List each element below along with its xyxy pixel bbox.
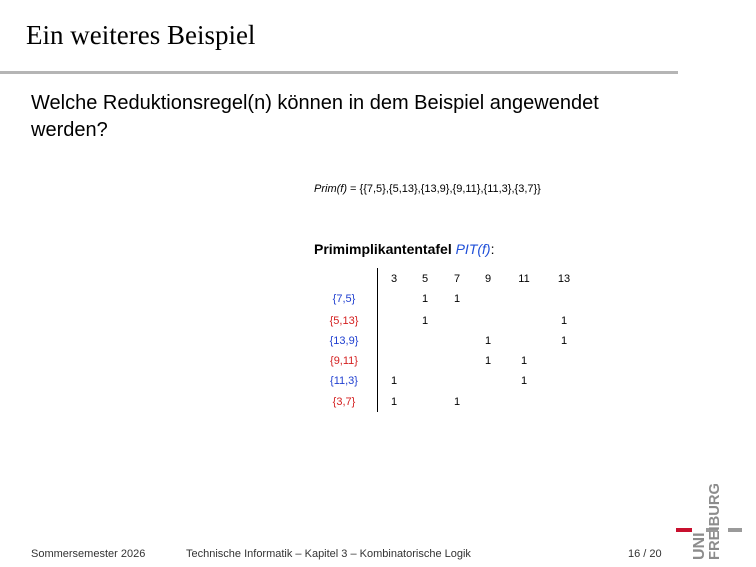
title-rule: [0, 71, 678, 74]
prim-set-line: [314, 183, 541, 195]
column-header: 7: [453, 273, 461, 285]
column-header: 11: [518, 273, 530, 285]
table-cell: 1: [484, 335, 492, 347]
table-cell: 1: [421, 293, 429, 305]
table-cell: 1: [484, 355, 492, 367]
table-cell: 1: [390, 375, 398, 387]
column-header: 9: [484, 273, 492, 285]
row-implicant-label: {5,13}: [329, 315, 359, 327]
table-cell: 1: [453, 293, 461, 305]
column-header: 13: [557, 273, 571, 285]
table-cell: 1: [560, 335, 568, 347]
logo-line-freiburg: FREIBURG: [706, 482, 723, 560]
row-implicant-label: {9,11}: [330, 355, 358, 367]
logo-red-bar: [676, 528, 692, 532]
row-implicant-label: {3,7}: [332, 396, 356, 408]
pit-colon: :: [490, 241, 495, 257]
footer-course: Technische Informatik – Kapitel 3 – Kombinatorische Logik: [186, 548, 471, 560]
column-header: 3: [390, 273, 398, 285]
pit-table: [314, 268, 584, 412]
university-logo: [676, 482, 744, 562]
table-cell: 1: [560, 315, 568, 327]
question-text: Welche Reduktionsregel(n) können in dem Beispiel angewendet werden?: [31, 92, 599, 141]
column-header: 5: [421, 273, 429, 285]
footer-semester: Sommersemester 2026: [31, 548, 146, 560]
row-implicant-label: {11,3}: [330, 375, 358, 387]
prim-lhs: Prim(f): [314, 183, 347, 195]
footer-page: 16 / 20: [628, 548, 662, 560]
table-cell: 1: [390, 396, 398, 408]
frame-title: Ein weiteres Beispiel: [26, 20, 256, 50]
pit-symbol: PIT(f): [455, 241, 491, 257]
row-implicant-label: {7,5}: [332, 293, 356, 305]
prim-rhs: = {{7,5},{5,13},{13,9},{9,11},{11,3},{3,7}}: [347, 183, 541, 195]
logo-line-uni: UNI: [691, 532, 708, 560]
table-vertical-rule: [377, 268, 378, 412]
table-cell: 1: [421, 315, 429, 327]
pit-heading: [314, 241, 494, 257]
table-cell: 1: [453, 396, 461, 408]
table-cell: 1: [520, 375, 528, 387]
logo-grey-bar-right: [728, 528, 742, 532]
row-implicant-label: {13,9}: [329, 335, 359, 347]
pit-heading-label: Primimplikantentafel: [314, 241, 452, 257]
table-cell: 1: [520, 355, 528, 367]
